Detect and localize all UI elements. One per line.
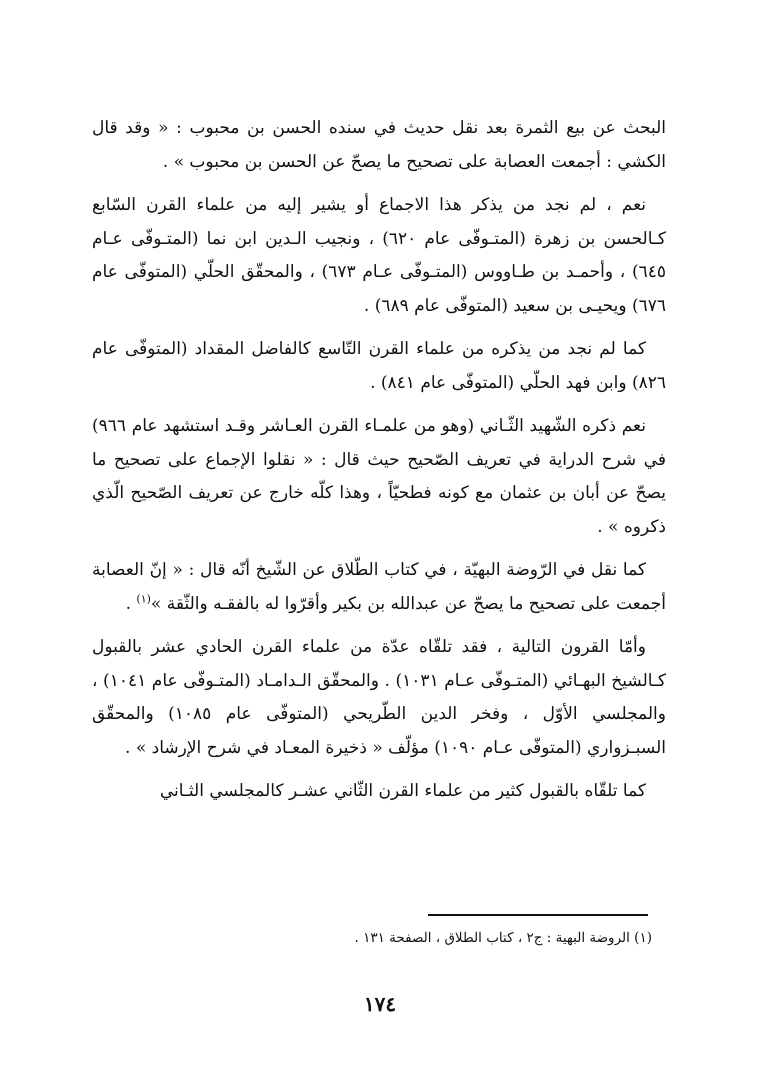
paragraph-5-tail: . <box>125 593 137 614</box>
footnote-reference: (١) <box>136 591 151 605</box>
paragraph-6: وأمّا القرون التالية ، فقد تلقّاه عدّة من علماء القرن الحادي عشر بالقبول كـالشيخ البهـائي (المتـوفّى عـام ١٠٣١) . والمحقّق الـدامـاد (المتـوفّى عام ١٠٤١) ، والمجلسي الأوّل ، وفخر الدين الطّريحي (المتوفّى عام ١٠٨٥) والمحقّق السبـزواري (المتوفّى عـام ١٠٩٠) مؤلّف « ذخيرة المعـاد في شرح الإرشاد » . <box>92 637 667 758</box>
paragraph-4: نعم ذكره الشّهيد الثّـاني (وهو من علمـاء القرن العـاشر وقـد استشهد عام ٩٦٦) في شرح الدراية في تعريف الصّحيح حيث قال : « نقلوا الإجماع على تصحيح ما يصحّ عن أبان بن عثمان مع كونه فطحيّاً ، وهذا كلّه خارج عن تعريف الصّحيح الّذي ذكروه » . <box>92 416 666 537</box>
paragraph-3: كما لم نجد من يذكره من علماء القرن التّاسع كالفاضل المقداد (المتوفّى عام ٨٢٦) وابن فهد الحلّي (المتوفّى عام ٨٤١) . <box>92 339 666 393</box>
main-text <box>92 112 666 819</box>
paragraph-5-text: كما نقل في الرّوضة البهيّة ، في كتاب الطّلاق عن الشّيخ أنّه قال : « إنّ العصابة أجمعت على تصحيح ما يصحّ عن عبدالله بن بكير وأقرّوا له بالفقـه والثّقة » <box>92 560 666 614</box>
paragraph-5 <box>92 554 666 621</box>
paragraph-1: البحث عن بيع الثمرة بعد نقل حديث في سنده الحسن بن محبوب : « وقد قال الكشي : أجمعت العصابة على تصحيح ما يصحّ عن الحسن بن محبوب » . <box>92 118 666 172</box>
page-number: ١٧٤ <box>363 992 397 1016</box>
paragraph-2: نعم ، لم نجد من يذكر هذا الاجماع أو يشير إليه من علماء القرن السّابع كـالحسن بن زهرة (المتـوفّى عام ٦٢٠) ، ونجيب الـدين ابن نما (المتـوفّى عـام ٦٤٥) ، وأحمـد بن طـاووس (المتـوفّى عـام ٦٧٣) ، والمحقّق الحلّي (المتوفّى عام ٦٧٦) ويحيـى بن سعيد (المتوفّى عام ٦٨٩) . <box>92 195 666 316</box>
footnote-divider <box>428 914 648 916</box>
footnote: (١) الروضة البهية : ج٢ ، كتاب الطلاق ، الصفحة ١٣١ . <box>354 930 652 946</box>
paragraph-7: كما تلقّاه بالقبول كثير من علماء القرن الثّاني عشـر كالمجلسي الثـاني <box>159 781 646 801</box>
